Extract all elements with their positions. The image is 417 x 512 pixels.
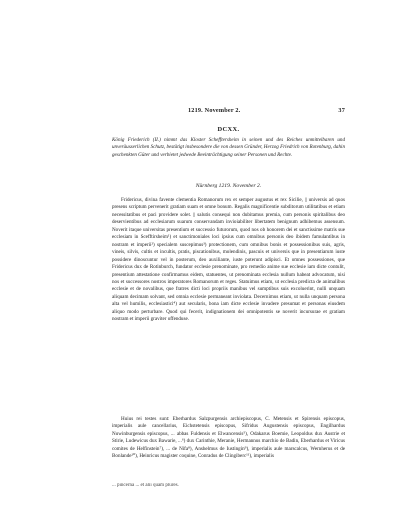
regest-summary: König Friederich (II.) nimmt das Kloster Schefftersheim in seinen und des Reiches unmittelbaren und unveräusserlichen Schutz, bestätigt insbesondere die von dessen Gründer, Herzog Friedrich von Rotenburg, dahin geschenkten Güter und verbietet jedwede Beeinträchtigung seiner Personen und Rechte. (112, 137, 345, 158)
page-number: 37 (338, 107, 345, 114)
charter-body: Fridericus, divina favente clementia Romanorum rex et semper augustus et rex Sicilie, || universis ad quos presens scriptum pervenerit gratiam suam et omne bonum. Regalis magnificentie subditorum utilitatibus et etiam necessitatibus et paci providere solet. || salutis consequi non dubitamus premia, cum personis spiritalibus deo deservientibus ad ecclesiarum suarum conservandam invioiabiliter libertatem benignum adhibemus assensum. Noverit itaque universitas presentium et successio futurorum, quod nos ob honorem dei et sanctissime matris sue ecclesiam in Scefftirsheim¹) et sanctimoniales loci ipsius cum omnibus personis deo ibidem famulantibus in nostram et imperii²) specialem suscepimus³) protectionem, cum omnibus bonis et possessionibus suis, agris, vineis, silvis, cultis et incultis, pratis, piscationibus, molendinis, pascuis et universis que in presentiarum iuste possidere dinoscuntur vel in posterum, deo auxiliante, iuste poterunt adipisci. Et omnes possessiones, que Fridericus dux de Rotinburch, fundator ecclesie prenominate, pro remedio anime sue ecclesie iam dicte contulit, presentium attestatione confirmamus eidem, statuentes, ut prenominata ecclesia nullum habeat advocatum, nisi nos et successores nostros imperatores Romanorum et reges. Statuimus etiam, ut ecclesia predicta de animalibus ecclesie et de novalibus, que fratres dicti loci propriis manibus vel sumptibus suis excoluerint, nulli unquam aliquam decimam solvant, sed omnia ecclesie permaneant inviolata. Decernimus etiam, ut nulla unquam persona alta vel humilis, ecclesiastici⁴) aut secularis, bona iam dicte ecclesie invadere presumat et personas eiusdem aliquo modo perturbare. Quod qui fecerit, indignationem dei omnipotentis se noverit incursurae et gratiam nostram et imperii graviter offenduse. (112, 197, 345, 323)
document-number: DCXX. (217, 126, 240, 133)
page-header (112, 107, 345, 117)
place-and-date: Nürnberg 1219. November 2. (195, 183, 262, 189)
cut-off-line: ... pincerna ... et alii quam plures. (112, 483, 179, 488)
header-date: 1219. November 2. (188, 107, 241, 114)
witness-list: Huius rei testes sunt: Eberhardus Salzpurgensis archiepiscopus, C. Metensis et Spirensis episcopus, imperialis aule cancellarius, Eichstetensis episcopus, Sifridus Augustensis episcopus, Engilhardus Nuwinburgensis episcopus, ... abbas Fuldensis et Elwancensis⁵), Odakarus Boemie, Leopoldus dux Austrie et Stirie, Ludewicus dux Bawarie, ...⁶) dux Carinthie, Meranie, Hermannus marchio de Badin, Eberhardus et Viricus comites de Helfinstein⁷), ... de Nifa⁸), Anshelmus de Iustingin⁹), imperialis aule marscalcus, Wernherus et de Bonlande¹⁰), Heinricus magister coquine, Conradus de Clingiberc¹¹), imperialis (112, 416, 345, 460)
